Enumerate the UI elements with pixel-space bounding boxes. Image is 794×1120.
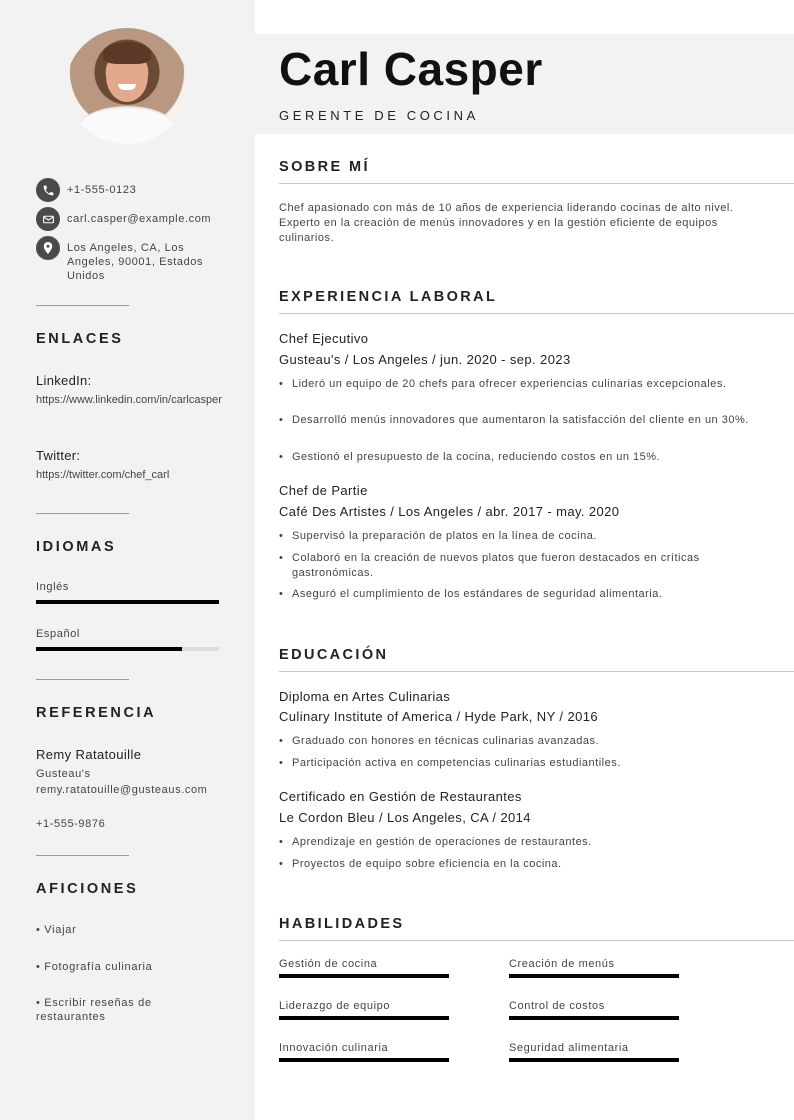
candidate-name: Carl Casper	[279, 43, 543, 95]
profile-photo	[66, 28, 188, 144]
sidebar-divider	[36, 305, 129, 306]
education-bullet: • Proyectos de equipo sobre eficiencia en la cocina.	[279, 857, 769, 872]
skill-item	[509, 1042, 679, 1062]
skill-label: Creación de menús	[509, 958, 615, 970]
job-role: Chef de Partie	[279, 483, 368, 498]
reference-email: remy.ratatouille@gusteaus.com	[36, 784, 208, 796]
job-bullet: • Desarrolló menús innovadores que aumentaron la satisfacción del cliente en un 30%.	[279, 413, 769, 428]
job-bullet: • Colaboró en la creación de nuevos platos que fueron destacados en críticas gastronómicas.	[279, 551, 769, 581]
sidebar-divider	[36, 513, 129, 514]
language-level-bar	[36, 647, 219, 651]
linkedin-label: LinkedIn:	[36, 373, 92, 388]
email-text: carl.casper@example.com	[67, 213, 212, 225]
skill-label: Gestión de cocina	[279, 958, 378, 970]
job-bullet: • Gestionó el presupuesto de la cocina, reduciendo costos en un 15%.	[279, 450, 769, 465]
language-label: Español	[36, 628, 80, 640]
skill-label: Control de costos	[509, 1000, 605, 1012]
job-bullet: • Lideró un equipo de 20 chefs para ofrecer experiencias culinarias excepcionales.	[279, 377, 769, 392]
skill-level-bar	[279, 974, 449, 978]
mail-icon	[36, 207, 60, 231]
linkedin-link[interactable]: https://www.linkedin.com/in/carlcasper	[36, 394, 222, 406]
job-details: Café Des Artistes / Los Angeles / abr. 2017 - may. 2020	[279, 504, 620, 519]
skill-label: Seguridad alimentaria	[509, 1042, 629, 1054]
location-pin-icon	[36, 236, 60, 260]
skill-label: Innovación culinaria	[279, 1042, 389, 1054]
education-heading: EDUCACIÓN	[279, 647, 389, 663]
job-role: Chef Ejecutivo	[279, 331, 369, 346]
language-label: Inglés	[36, 581, 69, 593]
reference-heading: REFERENCIA	[36, 705, 157, 721]
skill-level-bar	[279, 1016, 449, 1020]
education-details: Le Cordon Bleu / Los Angeles, CA / 2014	[279, 810, 531, 825]
candidate-title: GERENTE DE COCINA	[279, 108, 479, 123]
skill-item	[509, 1000, 679, 1020]
section-rule	[279, 313, 794, 314]
hobby-item: • Escribir reseñas de restaurantes	[36, 997, 152, 1023]
education-degree: Diploma en Artes Culinarias	[279, 689, 451, 704]
contact-phone	[36, 178, 217, 202]
phone-icon	[36, 178, 60, 202]
education-bullet: • Aprendizaje en gestión de operaciones de restaurantes.	[279, 835, 769, 850]
address-text: Los Angeles, CA, Los Angeles, 90001, Estados Unidos	[67, 242, 204, 282]
job-bullet: • Aseguró el cumplimiento de los estándares de seguridad alimentaria.	[279, 587, 769, 602]
experience-heading: EXPERIENCIA LABORAL	[279, 289, 498, 305]
languages-heading: IDIOMAS	[36, 539, 117, 555]
section-rule	[279, 940, 794, 941]
skills-heading: HABILIDADES	[279, 916, 405, 932]
skill-level-bar	[279, 1058, 449, 1062]
education-degree: Certificado en Gestión de Restaurantes	[279, 789, 522, 804]
skill-item	[279, 958, 449, 978]
section-rule	[279, 671, 794, 672]
job-bullet: • Supervisó la preparación de platos en la línea de cocina.	[279, 529, 769, 544]
hobby-item: • Viajar	[36, 924, 77, 936]
reference-company: Gusteau's	[36, 768, 91, 780]
hobbies-heading: AFICIONES	[36, 881, 139, 897]
skill-level-bar	[509, 1058, 679, 1062]
contact-email	[36, 207, 217, 231]
skill-item	[279, 1042, 449, 1062]
contact-address	[36, 236, 217, 283]
skill-level-bar	[509, 1016, 679, 1020]
hobby-item: • Fotografía culinaria	[36, 961, 153, 973]
skill-label: Liderazgo de equipo	[279, 1000, 391, 1012]
language-level-bar	[36, 600, 219, 604]
section-rule	[279, 183, 794, 184]
skill-level-bar	[509, 974, 679, 978]
education-bullet: • Graduado con honores en técnicas culinarias avanzadas.	[279, 734, 769, 749]
links-heading: ENLACES	[36, 331, 124, 347]
reference-phone: +1-555-9876	[36, 818, 106, 830]
skill-item	[509, 958, 679, 978]
main-content	[255, 0, 794, 1120]
skill-item	[279, 1000, 449, 1020]
about-text: Chef apasionado con más de 10 años de experiencia liderando cocinas de alto nivel. Experto en la creación de menús innovadores y en la gestión eficiente de equipos culinarios.	[279, 202, 734, 244]
reference-name: Remy Ratatouille	[36, 747, 142, 762]
about-heading: SOBRE MÍ	[279, 159, 370, 175]
education-bullet: • Participación activa en competencias culinarias estudiantiles.	[279, 756, 769, 771]
sidebar-divider	[36, 855, 129, 856]
education-details: Culinary Institute of America / Hyde Park, NY / 2016	[279, 709, 598, 724]
twitter-label: Twitter:	[36, 448, 81, 463]
phone-text: +1-555-0123	[67, 184, 137, 196]
sidebar-divider	[36, 679, 129, 680]
sidebar	[0, 0, 255, 1120]
job-details: Gusteau's / Los Angeles / jun. 2020 - sep. 2023	[279, 352, 571, 367]
twitter-link[interactable]: https://twitter.com/chef_carl	[36, 469, 170, 481]
